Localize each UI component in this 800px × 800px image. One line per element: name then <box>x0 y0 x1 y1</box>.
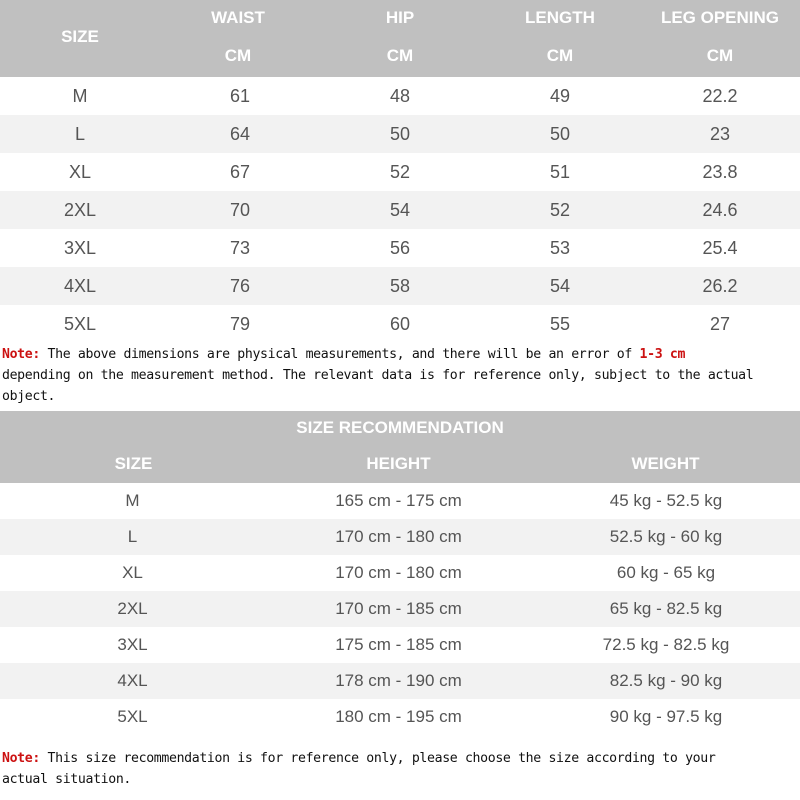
table-row <box>0 229 800 267</box>
cell-length: 54 <box>549 275 571 296</box>
cell-size: M <box>125 491 140 510</box>
table-row <box>0 153 800 191</box>
header-length: LENGTH <box>525 8 595 27</box>
cell-size: 5XL <box>63 313 97 334</box>
table-row <box>0 591 800 627</box>
note-emphasis: 1-3 cm <box>639 347 686 362</box>
cell-leg-opening: 27 <box>709 313 731 334</box>
cell-size: M <box>72 85 88 106</box>
note-text: This size recommendation is for reference only, please choose the size according to your <box>39 751 716 766</box>
cell-size: XL <box>122 563 143 582</box>
cell-size: L <box>74 123 85 144</box>
cell-length: 51 <box>549 161 571 182</box>
table-row <box>0 519 800 555</box>
cell-size: L <box>127 527 138 546</box>
cell-height: 165 cm - 175 cm <box>335 491 462 510</box>
cell-weight: 52.5 kg - 60 kg <box>609 527 723 546</box>
size-recommendation-header <box>0 411 800 483</box>
header-waist: WAIST <box>211 8 265 27</box>
table-row <box>0 305 800 343</box>
cell-leg-opening: 24.6 <box>702 199 738 220</box>
cell-weight: 65 kg - 82.5 kg <box>609 599 723 618</box>
cell-waist: 64 <box>229 123 251 144</box>
size-recommendation-title: SIZE RECOMMENDATION <box>296 418 504 437</box>
cell-length: 55 <box>549 313 571 334</box>
cell-length: 52 <box>549 199 571 220</box>
note-label: Note: <box>2 751 40 766</box>
cell-size: 5XL <box>117 707 148 726</box>
cell-size: 3XL <box>63 237 97 258</box>
measurement-note <box>2 344 753 407</box>
header-weight: WEIGHT <box>631 454 700 473</box>
cell-hip: 60 <box>389 313 411 334</box>
cell-height: 178 cm - 190 cm <box>335 671 462 690</box>
cell-height: 180 cm - 195 cm <box>335 707 462 726</box>
cell-size: 2XL <box>117 599 148 618</box>
measurement-note-line-3: object. <box>2 389 56 404</box>
cell-height: 170 cm - 180 cm <box>335 527 462 546</box>
cell-weight: 72.5 kg - 82.5 kg <box>602 635 730 654</box>
measurement-note-line-1 <box>2 344 753 365</box>
recommendation-note-line-1 <box>2 748 715 769</box>
header-length-unit: CM <box>546 46 574 65</box>
cell-leg-opening: 25.4 <box>702 237 738 258</box>
table-row <box>0 115 800 153</box>
table-row <box>0 627 800 663</box>
note-label: Note: <box>2 347 40 362</box>
cell-hip: 52 <box>389 161 411 182</box>
cell-height: 170 cm - 185 cm <box>335 599 462 618</box>
cell-hip: 48 <box>389 85 411 106</box>
cell-height: 170 cm - 180 cm <box>335 563 462 582</box>
table-row <box>0 191 800 229</box>
cell-leg-opening: 26.2 <box>702 275 738 296</box>
cell-size: 4XL <box>63 275 97 296</box>
cell-hip: 50 <box>389 123 411 144</box>
cell-length: 53 <box>549 237 571 258</box>
cell-hip: 58 <box>389 275 411 296</box>
table-row <box>0 483 800 519</box>
header-hip: HIP <box>385 8 415 27</box>
cell-length: 50 <box>549 123 571 144</box>
measurement-note-line-2: depending on the measurement method. The relevant data is for reference only, subject to the actual <box>2 368 754 383</box>
cell-weight: 82.5 kg - 90 kg <box>609 671 723 690</box>
header-height: HEIGHT <box>366 454 431 473</box>
cell-weight: 45 kg - 52.5 kg <box>609 491 723 510</box>
header-size: SIZE <box>114 454 153 473</box>
cell-weight: 60 kg - 65 kg <box>616 563 716 582</box>
table-row <box>0 77 800 115</box>
size-recommendation-table <box>0 411 800 735</box>
header-size: SIZE <box>61 27 99 46</box>
measurement-table-header <box>0 0 800 77</box>
note-text: The above dimensions are physical measurements, and there will be an error of <box>39 347 640 362</box>
table-row <box>0 699 800 735</box>
cell-waist: 70 <box>229 199 251 220</box>
measurement-table <box>0 0 800 343</box>
cell-leg-opening: 23.8 <box>702 161 738 182</box>
cell-waist: 73 <box>229 237 251 258</box>
table-row <box>0 267 800 305</box>
header-waist-unit: CM <box>224 46 252 65</box>
cell-leg-opening: 23 <box>709 123 731 144</box>
header-leg-opening: LEG OPENING <box>660 8 780 27</box>
cell-size: XL <box>68 161 92 182</box>
header-leg-opening-unit: CM <box>706 46 734 65</box>
cell-weight: 90 kg - 97.5 kg <box>609 707 723 726</box>
cell-leg-opening: 22.2 <box>702 85 738 106</box>
cell-length: 49 <box>549 85 571 106</box>
cell-size: 3XL <box>117 635 148 654</box>
recommendation-note <box>2 748 715 790</box>
cell-hip: 54 <box>389 199 411 220</box>
cell-waist: 61 <box>229 85 251 106</box>
header-hip-unit: CM <box>386 46 414 65</box>
cell-hip: 56 <box>389 237 411 258</box>
cell-size: 4XL <box>117 671 148 690</box>
recommendation-note-line-2: actual situation. <box>2 772 132 787</box>
cell-size: 2XL <box>63 199 97 220</box>
cell-waist: 76 <box>229 275 251 296</box>
cell-height: 175 cm - 185 cm <box>335 635 462 654</box>
cell-waist: 67 <box>229 161 251 182</box>
table-row <box>0 663 800 699</box>
table-row <box>0 555 800 591</box>
cell-waist: 79 <box>229 313 251 334</box>
